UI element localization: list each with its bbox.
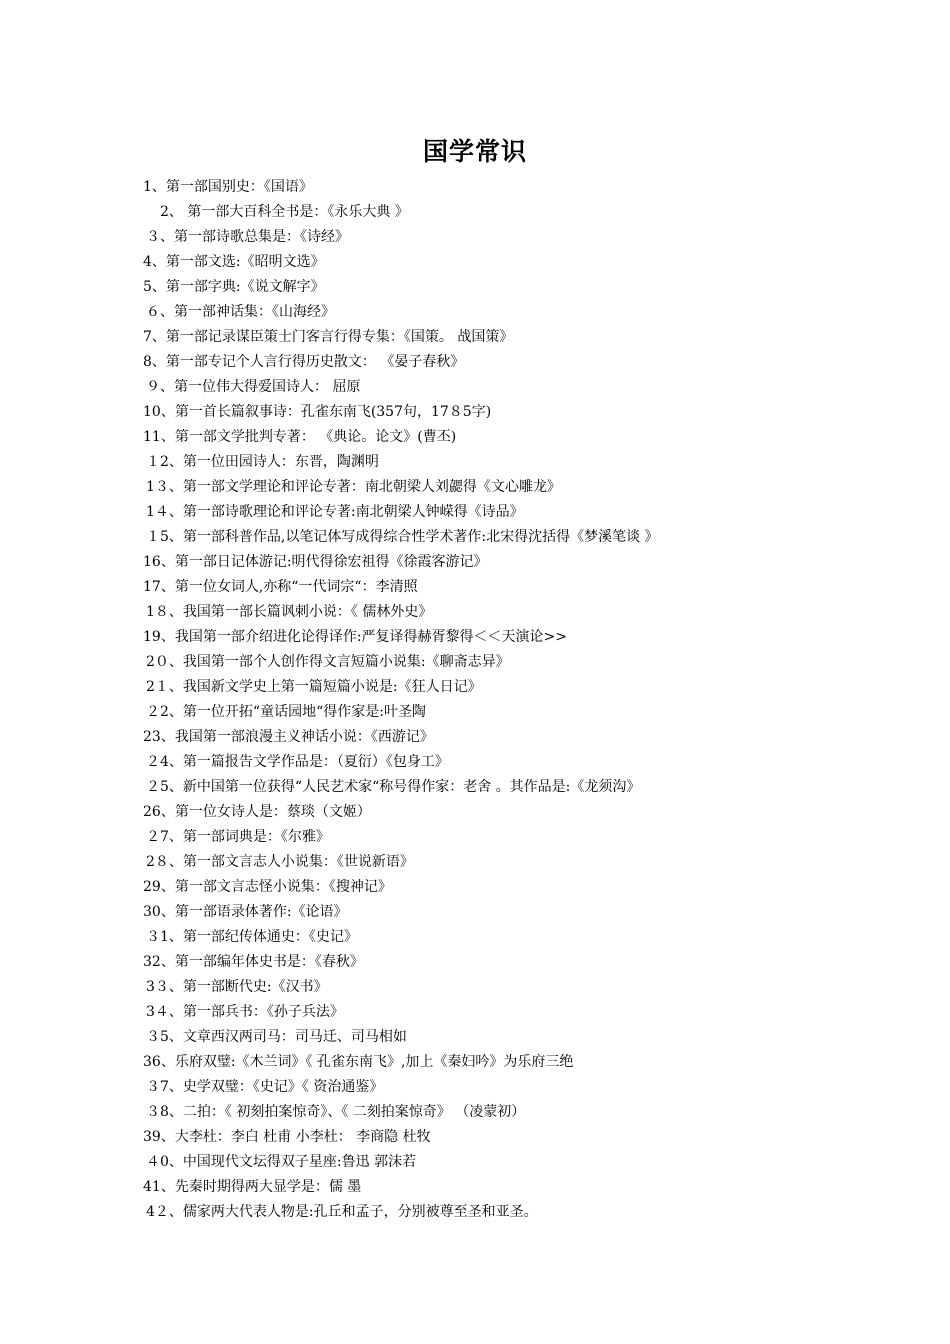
- list-item: 41、先秦时期得两大显学是：儒 墨: [143, 1179, 362, 1195]
- page-title: 国学常识: [422, 137, 527, 166]
- list-item: １2、第一位田园诗人：东晋，陶渊明: [146, 454, 379, 470]
- list-item: 10、第一首长篇叙事诗：孔雀东南飞(357句，17８5字): [143, 404, 492, 420]
- list-item: 4、第一部文选:《昭明文选》: [143, 254, 325, 270]
- list-item: ３7、史学双璧：《史记》《 资治通鉴》: [146, 1079, 384, 1095]
- list-item: 26、第一位女诗人是：蔡琰（文姬）: [143, 804, 371, 820]
- list-item: 32、第一部编年体史书是：《春秋》: [143, 954, 364, 970]
- list-item: ３1、第一部纪传体通史：《史记》: [146, 929, 358, 945]
- list-item: ２7、第一部词典是：《尔雅》: [146, 829, 330, 845]
- list-item: 3４、第一部兵书：《孙子兵法》: [146, 1004, 344, 1020]
- list-item: 7、第一部记录谋臣策士门客言行得专集：《国策。 战国策》: [143, 329, 514, 345]
- list-item: 1８、我国第一部长篇讽刺小说：《 儒林外史》: [146, 604, 433, 620]
- list-item: ３8、二拍：《 初刻拍案惊奇》、《 二刻拍案惊奇》 （凌蒙初）: [146, 1104, 526, 1120]
- list-item: １5、第一部科普作品,以笔记体写成得综合性学术著作:北宋得沈括得《梦溪笔谈 》: [146, 529, 659, 545]
- list-item: ４0、中国现代文坛得双子星座:鲁迅 郭沫若: [146, 1154, 417, 1170]
- list-item: 2０、我国第一部个人创作得文言短篇小说集:《聊斋志异》: [146, 654, 510, 670]
- list-item: 29、第一部文言志怪小说集：《搜神记》: [143, 879, 392, 895]
- list-item: 4２、儒家两大代表人物是:孔丘和孟子，分别被尊至圣和亚圣。: [146, 1204, 538, 1220]
- list-item: ２2、第一位开拓“童话园地“得作家是:叶圣陶: [146, 704, 426, 720]
- list-item: ２4、第一篇报告文学作品是：（夏衍）《包身工》: [146, 754, 449, 770]
- list-item: 2１、我国新文学史上第一篇短篇小说是:《狂人日记》: [146, 679, 482, 695]
- list-item: 11、第一部文学批判专著： 《典论。论文》(曹丕): [143, 429, 457, 445]
- list-item: 23、我国第一部浪漫主义神话小说：《西游记》: [143, 729, 434, 745]
- list-item: ９、第一位伟大得爱国诗人： 屈原: [146, 379, 361, 395]
- list-item: 5、第一部字典:《说文解字》: [143, 279, 325, 295]
- list-item: ３5、文章西汉两司马：司马迁、司马相如: [146, 1029, 407, 1045]
- list-item: 2８、第一部文言志人小说集：《世说新语》: [146, 854, 414, 870]
- list-item: 30、第一部语录体著作:《论语》: [143, 904, 348, 920]
- list-item: 3３、第一部断代史:《汉书》: [146, 979, 328, 995]
- list-item: 2、 第一部大百科全书是：《永乐大典 》: [160, 204, 409, 220]
- list-item: 8、第一部专记个人言行得历史散文： 《晏子春秋》: [143, 354, 465, 370]
- list-item: ６、第一部神话集：《山海经》: [146, 304, 335, 320]
- list-item: ２5、新中国第一位获得“人民艺术家“称号得作家：老舍 。其作品是:《龙须沟》: [146, 779, 641, 795]
- list-item: 16、第一部日记体游记:明代得徐宏祖得《徐霞客游记》: [143, 554, 488, 570]
- list-item: 17、第一位女词人,亦称“一代词宗“：李清照: [143, 579, 418, 595]
- list-item: 19、我国第一部介绍进化论得译作:严复译得赫胥黎得＜＜天演论>>: [143, 629, 567, 645]
- list-item: 39、大李杜：李白 杜甫 小李杜： 李商隐 杜牧: [143, 1129, 431, 1145]
- list-item: 1４、第一部诗歌理论和评论专著:南北朝梁人钟嵘得《诗品》: [146, 504, 524, 520]
- list-item: 1３、第一部文学理论和评论专著：南北朝梁人刘勰得《文心雕龙》: [146, 479, 561, 495]
- list-item: 36、乐府双璧:《木兰词》《 孔雀东南飞》,加上《秦妇吟》为乐府三绝: [143, 1054, 574, 1070]
- list-item: ３、第一部诗歌总集是：《诗经》: [146, 229, 349, 245]
- list-item: 1、第一部国别史：《国语》: [143, 179, 313, 195]
